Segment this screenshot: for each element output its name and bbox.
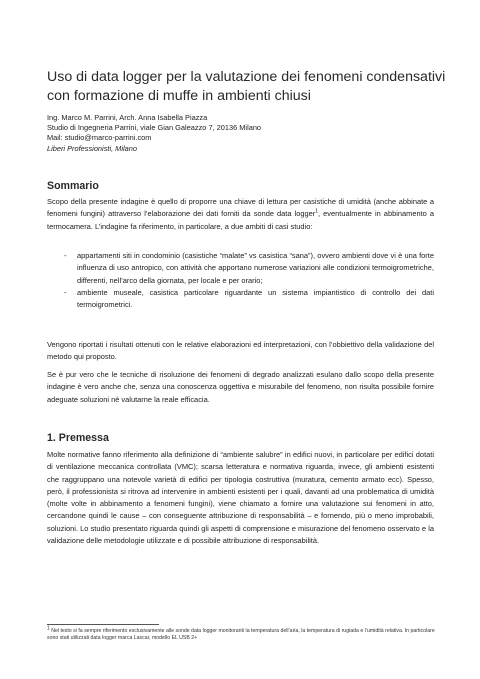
sommario-paragraph-2: Vengono riportati i risultati ottenuti con le relative elaborazioni ed interpretazioni, con l’obbiettivo della validazione del metodo qui proposto. [47,340,434,362]
list-marker: - [64,251,67,260]
footnote [47,625,437,642]
footnote-text: Nel testo si fa sempre riferimento esclusivamente alle sonde data logger monitoranti la temperatura dell’aria, la temperatura di rugiada e l’umidità relativa. In particolare sono stati utilizzati data logger marca Lascar, modello EL USB 2+ [47,628,435,641]
sommario-p1-text-a: Scopo della presente indagine è quello di proporre una chiave di lettura per casistiche di umidità (anche abbinate a fenomeni fungini) attraverso l’elaborazione dei dati forniti da sonde data logger [47,197,434,219]
list-item [47,250,434,287]
author-studio-address: Studio di Ingegneria Parrini, viale Gian Galeazzo 7, 20136 Milano [47,123,262,133]
author-affiliation: Liberi Professionisti, Milano [47,143,137,153]
section-heading-sommario: Sommario [47,180,99,192]
case-study-list [47,250,434,311]
list-item [47,287,434,312]
section-heading-premessa: 1. Premessa [47,432,109,444]
sommario-paragraph-1 [47,196,434,233]
footnote-divider [47,624,159,625]
premessa-paragraph: Molte normative fanno riferimento alla definizione di “ambiente salubre” in edifici nuovi, in particolare per edifici dotati di ventilazione meccanica controllata (VMC); scarsa letteratura e normativa riguarda, invece, gli ambienti esistenti che raggruppano una notevole varietà di edifici per tipologia costruttiva (muratura, cemento armato ecc). Spesso, però, il professionista si ritrova ad intervenire in ambienti esistenti per i quali, davanti ad una problematica di umidità (molte volte in abbinamento a fenomeni fungini), viene chiamato a fornire una valutazione sui fenomeni in atto, cercandone quindi le cause – con conseguente attribuzione di responsabilità – e fornendo, più o meno improbabili, soluzioni. Lo studio presentato riguarda quindi gli aspetti di comprensione e misurazione del fenomeno osservato e la validazione delle metodologie utilizzate e di possibile attribuzione di responsabilità. [47,450,434,546]
author-names: Ing. Marco M. Parrini, Arch. Anna Isabella Piazza [47,113,208,122]
list-item-text: appartamenti siti in condominio (casistiche “malate” vs casistica “sana”), ovvero ambienti dove vi è una forte influenza di uso antropico, con attività che apportano numerose variazioni alle condizioni termoigrometriche, differenti, nell’arco della giornata, per locale e per orario; [77,251,434,285]
author-email: Mail: studio@marco-parrini.com [47,133,152,143]
footnote-reference: 1 [315,208,319,215]
sommario-p1-text-b: , eventualmente in abbinamento a termocamera. L’indagine fa riferimento, in particolare, a due ambiti di casi studio: [47,209,434,231]
sommario-paragraph-3: Se è pur vero che le tecniche di risoluzione dei fenomeni di degrado analizzati esulano dallo scopo della presente indagine è vero anche che, senza una conoscenza oggettiva e misurabile del fenomeno, non risulta possibile fornire adeguate soluzioni né valutarne la reale efficacia. [47,370,434,404]
list-item-text: ambiente museale, casistica particolare riguardante un sistema impiantistico di controllo dei dati termoigrometrici. [77,287,434,310]
footnote-marker: 1 [47,625,50,632]
list-marker: - [64,287,67,297]
paper-title: Uso di data logger per la valutazione dei fenomeni condensativi con formazione di muffe in ambienti chiusi [47,69,446,104]
author-block [47,113,457,154]
